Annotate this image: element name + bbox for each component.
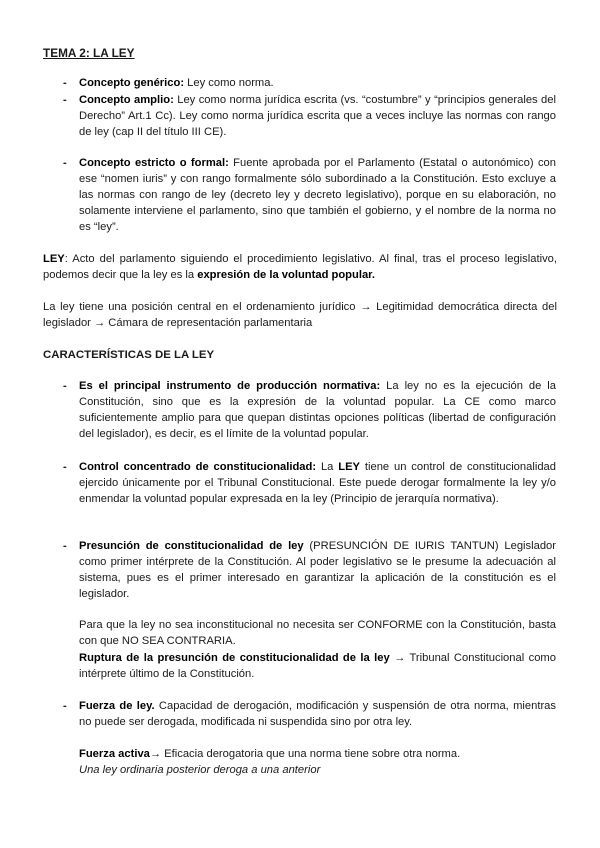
ruptura-text: → Tribunal Constitucional como intérprete último de la Constitución. [79, 652, 556, 681]
list-item-fuerza-de-ley [63, 698, 556, 730]
presuncion-paragraph: Para que la ley no sea inconstitucional no necesita ser CONFORME con la Constitución, basta con que NO SEA CONTRARIA. [79, 619, 556, 648]
page-title: TEMA 2: LA LEY [43, 46, 135, 60]
item-label: Presunción de constitucionalidad de ley [79, 540, 304, 552]
bullet-dash: - [63, 94, 67, 106]
bullet-dash: - [63, 380, 67, 392]
ley-label: LEY [43, 253, 65, 265]
list-item-concepto-generico [63, 75, 556, 91]
item-label: Concepto genérico: [79, 77, 185, 89]
list-item-presuncion [63, 538, 556, 602]
item-bold-ley: LEY [338, 461, 361, 473]
bullet-dash: - [63, 700, 67, 712]
item-text: Fuente aprobada por el Parlamento (Estatal o autonómico) con ese “nomen iuris” y con rango formalmente sólo subordinado a la Constitución. Esto excluye a las normas con rango de ley (decreto ley y decreto legislativo), porque en su elaboración, no solamente interviene el parlamento, sino que también el gobierno, y el nombre de la norma no es “ley”. [79, 157, 556, 234]
item-text: La ley no es la ejecución de la Constitución, sino que es la expresión de la voluntad popular. La CE como marco suficientemente amplio para que quepan distintas opciones políticas (libertad de configuración del legislador), es decir, es el límite de la voluntad popular. [79, 380, 557, 441]
item-label: Control concentrado de constitucionalidad: [79, 461, 317, 473]
item-label: Es el principal instrumento de producción normativa: [79, 380, 381, 392]
ruptura-paragraph [79, 650, 556, 682]
item-label: Concepto amplio: [79, 94, 174, 106]
characteristics-heading: CARACTERÍSTICAS DE LA LEY [43, 349, 215, 361]
ley-text: : Acto del parlamento siguiendo el procedimiento legislativo. Al final, tras el proceso legislativo, podemos decir que la ley es la [43, 253, 557, 282]
bullet-dash: - [63, 540, 67, 552]
item-text: La [316, 461, 339, 473]
item-text: tiene un control de constitucionalidad ejercido únicamente por el Tribunal Constitucional. Este puede derogar formalmente la ley y/o enmendar la voluntad popular expresada en la ley (Principio de jerarquía normativa). [79, 461, 556, 506]
fuerza-activa-example: Una ley ordinaria posterior deroga a una anterior [79, 764, 321, 777]
ley-bold-end: expresión de la voluntad popular. [197, 269, 376, 282]
central-paragraph: La ley tiene una posición central en el ordenamiento jurídico → Legitimidad democrática directa del legislador → Cámara de representación parlamentaria [43, 301, 557, 330]
item-text: Ley como norma jurídica escrita (vs. “costumbre” y “principios generales del Derecho” Art.1 Cc). Ley como norma jurídica escrita que a veces incluye las normas con rango de ley (cap II del título III CE). [79, 94, 556, 139]
list-item-concepto-estricto [63, 155, 556, 235]
fuerza-activa-text: → Eficacia derogatoria que una norma tiene sobre otra norma. [149, 748, 461, 760]
item-text: Capacidad de derogación, modificación y suspensión de otra norma, mientras no puede ser derogada, modificada ni suspendida sino por otra ley. [79, 700, 556, 729]
fuerza-activa [79, 746, 556, 778]
ley-definition [43, 251, 557, 283]
ruptura-label: Ruptura de la presunción de constitucionalidad de la ley [79, 652, 390, 664]
bullet-dash: - [63, 157, 67, 169]
list-item-principal-instrumento [63, 378, 557, 442]
item-text: Ley como norma. [184, 77, 274, 89]
item-text: (PRESUNCIÓN DE IURIS TANTUN) Legislador como primer intérprete de la Constitución. Al poder legislativo se le presume la adecuación al sistema, pues es el primer interesado en garantizar la aplicación de la constitución es el legislador. [79, 540, 556, 601]
bullet-dash: - [63, 77, 67, 89]
item-label: Concepto estricto o formal: [79, 157, 229, 169]
list-item-concepto-amplio [63, 92, 556, 140]
bullet-dash: - [63, 461, 67, 473]
list-item-control-concentrado [63, 459, 556, 507]
item-label: Fuerza de ley. [79, 700, 155, 712]
fuerza-activa-label: Fuerza activa [79, 748, 150, 760]
